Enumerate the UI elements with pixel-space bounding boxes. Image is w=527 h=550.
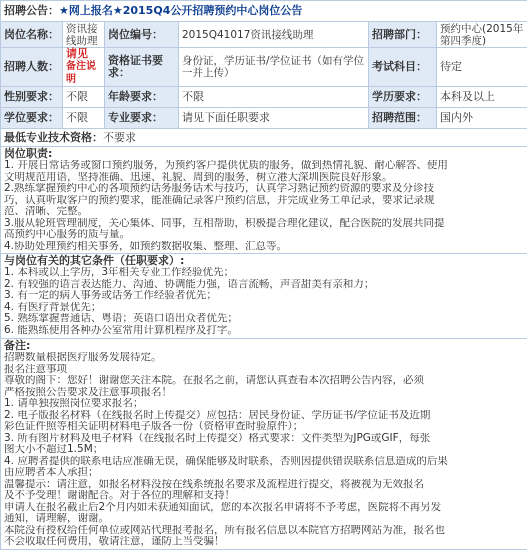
note-line: 申请人在报名截止后2个月内如未获通知面试，您的本次报名申请将不予考虑，医院将不再另发 [4,502,524,514]
certificate-value: 身份证，学历证书/学位证书（如有学位一并上传） [179,48,369,87]
gender-value: 不限 [63,87,105,108]
note-line: 尊敬的阁下：您好！谢谢您关注本院。在报名之前，请您认真查看本次招聘公告内容，必须 [4,375,524,387]
note-line: 由应聘者本人承担； [4,467,524,479]
duty-line: 3.服从轮班管理制度，关心集体、同事，互相帮助，积极提合理化建议，配合医院的发展共同提 [4,218,524,230]
note-line: 图大小不超过1.5M； [4,444,524,456]
row-headcount [1,48,527,87]
note-line: 报名注意事项 [4,364,524,376]
header-row [1,1,527,22]
duty-line: 4.协助处理预约相关事务，如预约数据收集、整理、汇总等。 [4,241,524,253]
gender-label: 性别要求： [1,87,63,108]
note-line: 彩色证件照等相关证明材料电子版各一份（资格审查时验原件）； [4,421,524,433]
education-value: 本科及以上 [437,87,527,108]
note-line: 温馨提示：请注意，如报名材料没按在线系统报名要求及流程进行提交，将被视为无效报名 [4,479,524,491]
headcount-cell [63,48,105,87]
duty-line: 高预约中心服务的质与量。 [4,229,524,241]
duties-title: 岗位职责: [4,148,524,160]
duty-line: 范、清晰、完整。 [4,206,524,218]
position-name-label: 岗位名称： [1,22,63,48]
department-label: 招聘部门： [369,22,437,48]
requirements-title: 与岗位有关的其它条件（任职要求）: [4,255,524,267]
notes-row [1,339,527,550]
age-label: 年龄要求： [105,87,179,108]
duties-row [1,147,527,254]
announcement-title[interactable]: ★网上报名★2015Q4公开招聘预约中心岗位公告 [59,4,302,17]
notes-title: 备注: [4,340,524,352]
age-value: 不限 [179,87,369,108]
qualification-label: 最低专业技术资格： [4,131,103,144]
range-value: 国内外 [437,108,527,129]
note-line: 严格按照公告要求及注意事项报名！ [4,387,524,399]
position-code-label: 岗位编号： [105,22,179,48]
note-line: 2. 电子版报名材料（在线报名时上传提交）应包括：居民身份证、学历证书/学位证书及近期 [4,410,524,422]
major-label: 专业要求： [105,108,179,129]
requirement-line: 3. 有一定的病人事务或话务工作经验者优先； [4,290,524,302]
note-line: 及不予受理！谢谢配合。对于各位的理解和支持！ [4,490,524,502]
row-qualification [1,129,527,147]
note-line: 1. 请单独按照岗位要求报名； [4,398,524,410]
row-degree [1,108,527,129]
duty-line: 文明规范用语，坚持准确、迅速、礼貌、周到的服务，树立港大深圳医院良好形象。 [4,172,524,184]
qualification-value: 不要求 [103,131,136,144]
headcount-value: 请见 [66,47,88,60]
position-code-value: 2015Q41017资讯接线助理 [179,22,369,48]
requirement-line: 1. 本科或以上学历，3年相关专业工作经验优先； [4,267,524,279]
department-value: 预约中心(2015年第四季度) [437,22,527,48]
remark-link[interactable]: 备注说明 [66,61,96,85]
note-line: 4. 应聘者提供的联系电话应准确无误，确保能够及时联系，否则因提供错误联系信息造成的后果 [4,456,524,468]
row-gender [1,87,527,108]
degree-label: 学位要求： [1,108,63,129]
note-line: 招聘数量根据医疗服务发展待定。 [4,352,524,364]
exam-label: 考试科目： [369,48,437,87]
requirement-line: 5. 熟练掌握普通话、粤语；英语口语出众者优先； [4,313,524,325]
requirement-line: 2. 有较强的语言表达能力、沟通、协调能力强，语言流畅，声音甜美有亲和力； [4,279,524,291]
announcement-label: 招聘公告： [4,4,59,17]
education-label: 学历要求： [369,87,437,108]
exam-value: 待定 [437,48,527,87]
major-value: 请见下面任职要求 [179,108,369,129]
headcount-label: 招聘人数： [1,48,63,87]
duty-line: 巧，认真听取客户的预约要求，能准确记录客户预约信息，并完成业务工单记录，要求记录规 [4,195,524,207]
degree-value: 不限 [63,108,105,129]
certificate-label: 资格证书要求： [105,48,179,87]
row-position [1,22,527,48]
note-line: 3. 所有图片材料及电子材料（在线报名时上传提交）格式要求：文件类型为JPG或GIF，每张 [4,433,524,445]
duty-line: 1. 开展日常话务或窗口预约服务，为预约客户提供优质的服务，做到热情礼貌、耐心解答、使用 [4,160,524,172]
requirement-line: 6. 能熟练使用各种办公室常用计算机程序及打字。 [4,325,524,337]
note-line: 通知，请理解，谢谢。 [4,513,524,525]
position-name-value: 资讯接线助理 [63,22,105,48]
range-label: 招聘范围： [369,108,437,129]
requirements-row [1,254,527,339]
note-line: 本院没有授权给任何单位或网站代理报考报名，所有报名信息以本院官方招聘网站为准，报名也 [4,525,524,537]
notes-list [4,352,524,548]
requirements-list [4,267,524,336]
duties-list [4,160,524,252]
requirement-line: 4. 有医疗背景优先； [4,302,524,314]
duty-line: 2.熟练掌握预约中心的各项预约话务服务话术与技巧，认真学习熟记预约资源的要求及分诊技 [4,183,524,195]
note-line: 不会收取任何费用，敬请注意，谨防上当受骗！ [4,536,524,548]
